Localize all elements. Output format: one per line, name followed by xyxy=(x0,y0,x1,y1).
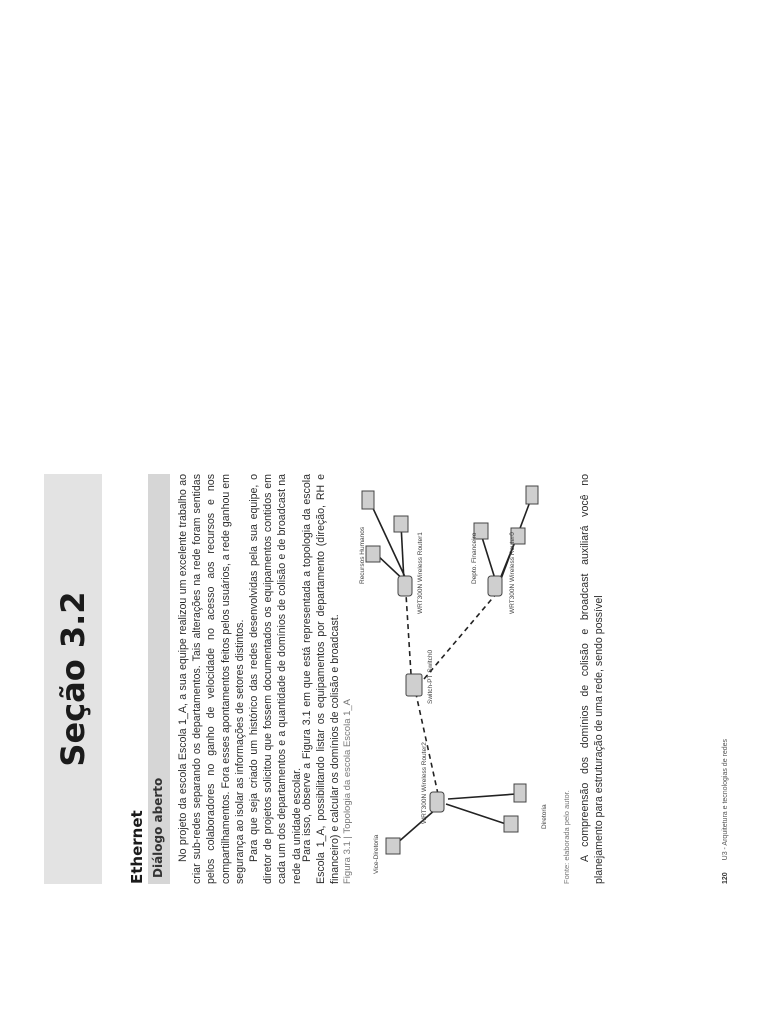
label-vice-diretoria: Vice-Diretoria xyxy=(373,834,380,874)
rotated-page xyxy=(44,474,732,884)
printer0-icon xyxy=(514,784,526,802)
dialog-bar xyxy=(148,474,170,884)
link-router2-pc1 xyxy=(396,809,436,844)
figure-caption: Figura 3.1 | Topologia da escola Escola 1_A xyxy=(342,698,353,884)
pc0-icon xyxy=(504,816,518,832)
router1-icon xyxy=(398,576,412,596)
link-switch-router1 xyxy=(406,594,411,674)
label-router1: WRT300N Wireless Router1 xyxy=(417,532,424,614)
switch-icon xyxy=(406,674,422,696)
pc3-icon xyxy=(366,546,380,562)
printer1-icon xyxy=(362,491,374,509)
figure-source: Fonte: elaborada pelo autor. xyxy=(562,790,571,884)
label-router2: WRT300N Wireless Router2 xyxy=(421,742,428,824)
printer2-icon xyxy=(526,486,538,504)
link-switch-router0 xyxy=(424,594,496,679)
network-topology-figure xyxy=(356,474,556,884)
label-financeiro: Depto. Financeiro xyxy=(471,532,478,584)
closing-paragraph: A compreensão dos domínios de colisão e broadcast auxiliará você no planejamento para estruturação de uma rede, sendo possível xyxy=(579,474,606,884)
label-switch: Switch-PT Switch0 xyxy=(427,649,434,704)
paragraph-3: Para isso, observe a Figura 3.1 em que está representada a topologia da escola Escola 1_A, possibilitando listar os equipamentos por departamento (direção, RH e financeiro) e calcular os domínios de colisão e broadcast. xyxy=(301,474,342,884)
section-header-bar xyxy=(44,474,102,884)
pc1-icon xyxy=(386,838,400,854)
paragraph-1: No projeto da escola Escola 1_A, a sua equipe realizou um excelente trabalho ao criar sub-redes separando os departamentos. Tais alterações na rede foram sentidas pelos colaboradores no ganho de velocidade no acesso aos recursos e nos compartilhamentos. Fora esses apontamentos feitos pelos usuários, a rede ganhou em segurança ao isolar as informações de setores distintos. xyxy=(177,474,246,884)
label-diretoria: Diretoria xyxy=(541,804,548,829)
link-router2-printer0 xyxy=(448,794,516,799)
paragraph-2: Para que seja criado um histórico das redes desenvolvidas pela sua equipe, o diretor de projetos solicitou que fossem documentados os equipamentos contidos em cada um dos departamentos e a quantidade de domínios de colisão e de broadcast na rede da unidade escolar. xyxy=(248,474,303,884)
dialog-label: Diálogo aberto xyxy=(151,777,165,878)
router2-icon xyxy=(430,792,444,812)
label-rh: Recursos Humanos xyxy=(359,526,366,584)
section-heading: Ethernet xyxy=(128,810,146,884)
page-number: 120 xyxy=(722,872,729,884)
footer-text: U3 - Arquitetura e tecnologias de redes xyxy=(722,738,729,861)
router0-icon xyxy=(488,576,502,596)
link-router0-pc4 xyxy=(481,534,496,582)
page-sheet xyxy=(44,474,732,884)
section-title: Seção 3.2 xyxy=(54,591,92,767)
pc2-icon xyxy=(394,516,408,532)
link-router1-printer1 xyxy=(371,504,406,579)
page-footer xyxy=(722,739,729,884)
link-router2-pc0 xyxy=(446,804,506,824)
label-router0: WRT300N Wireless Router0 xyxy=(509,532,516,614)
